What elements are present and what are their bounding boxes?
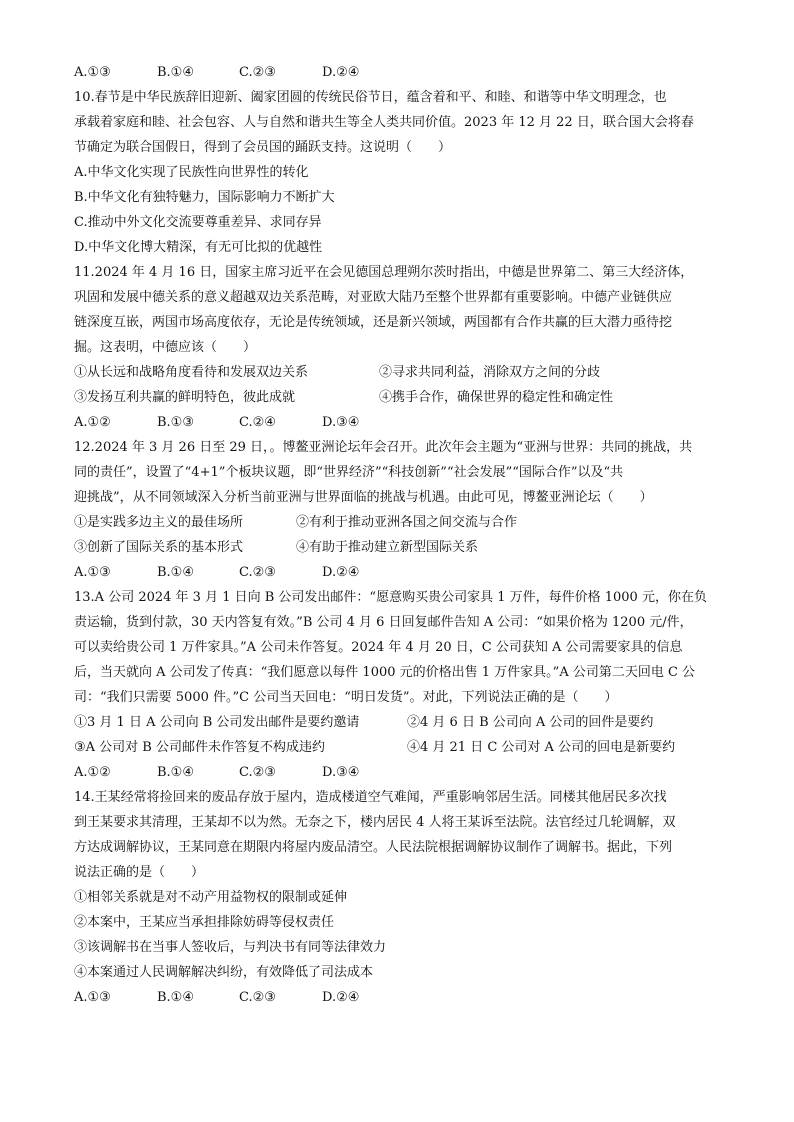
q12-stem-line: 同的责任”，设置了“4+1”个板块议题，即“世界经济”“科技创新”“社会发展”“国际合作”以及“共	[74, 465, 624, 480]
q12-option-d[interactable]: D.②④	[322, 565, 360, 580]
q14-stem-line: 方达成调解协议，王某同意在期限内将屋内废品清空。人民法院根据调解协议制作了调解书。据此，下列	[74, 840, 673, 855]
q13-stem-line: 可以卖给贵公司 1 万件家具。”A 公司未作答复。2024 年 4 月 20 日，C 公司获知 A 公司需要家具的信息	[74, 640, 683, 655]
q11-stem-line: 11.2024 年 4 月 16 日，国家主席习近平在会见德国总理朔尔茨时指出，中德是世界第二、第三大经济体，	[74, 265, 694, 280]
q10-choice-a[interactable]: A.中华文化实现了民族性向世界性的转化	[74, 165, 309, 180]
q12-options	[74, 565, 734, 581]
q14-option-a[interactable]: A.①③	[74, 990, 111, 1005]
q11-option-a[interactable]: A.①②	[74, 415, 111, 430]
q13-statement-1: ①3 月 1 日 A 公司向 B 公司发出邮件是要约邀请	[74, 715, 360, 730]
q14-statement-2: ②本案中，王某应当承担排除妨碍等侵权责任	[74, 915, 335, 930]
q11-stem-line: 巩固和发展中德关系的意义超越双边关系范畴，对亚欧大陆乃至整个世界都有重要影响。中德产业链供应	[74, 290, 673, 305]
q9-option-b[interactable]: B.①④	[157, 65, 194, 80]
q12-statement-2: ②有利于推动亚洲各国之间交流与合作	[296, 515, 518, 530]
q14-option-d[interactable]: D.②④	[322, 990, 360, 1005]
q14-stem-line: 说法正确的是（ ）	[74, 865, 205, 880]
q11-statement-4: ④携手合作，确保世界的稳定性和确定性	[379, 390, 614, 405]
q11-statement-row	[74, 365, 734, 381]
q12-option-b[interactable]: B.①④	[157, 565, 194, 580]
q14-stem-line: 到王某要求其清理，王某却不以为然。无奈之下，楼内居民 4 人将王某诉至法院。法官经过几轮调解，双	[74, 815, 676, 830]
q11-stem-line: 链深度互嵌，两国市场高度依存，无论是传统领域，还是新兴领域，两国都有合作共赢的巨大潜力亟待挖	[74, 315, 673, 330]
q13-statement-4: ④4 月 21 日 C 公司对 A 公司的回电是新要约	[407, 740, 676, 755]
q9-option-d[interactable]: D.②④	[322, 65, 360, 80]
q13-statement-3: ③A 公司对 B 公司邮件未作答复不构成违约	[74, 740, 325, 755]
q12-statement-3: ③创新了国际关系的基本形式	[74, 540, 244, 555]
q11-statement-row	[74, 390, 734, 406]
q12-stem-line: 迎挑战”，从不同领域深入分析当前亚洲与世界面临的挑战与机遇。由此可见，博鳌亚洲论坛（ ）	[74, 490, 653, 505]
q10-stem-line: 节确定为联合国假日，得到了会员国的踊跃支持。这说明（ ）	[74, 140, 452, 155]
q11-statement-3: ③发扬互利共赢的鲜明特色，彼此成就	[74, 390, 296, 405]
q14-statement-3: ③该调解书在当事人签收后，与判决书有同等法律效力	[74, 940, 387, 955]
q11-statement-2: ②寻求共同利益，消除双方之间的分歧	[379, 365, 601, 380]
q13-option-d[interactable]: D.③④	[322, 765, 360, 780]
q13-option-a[interactable]: A.①②	[74, 765, 111, 780]
q11-option-b[interactable]: B.①③	[157, 415, 194, 430]
q14-statement-1: ①相邻关系就是对不动产用益物权的限制或延伸	[74, 890, 348, 905]
q13-stem-line: 司：“我们只需要 5000 件。”C 公司当天回电：“明日发货”。对此，下列说法正确的是（ ）	[74, 690, 618, 705]
q9-option-c[interactable]: C.②③	[239, 65, 276, 80]
q11-options	[74, 415, 734, 431]
q12-option-c[interactable]: C.②③	[239, 565, 276, 580]
q13-option-b[interactable]: B.①④	[157, 765, 194, 780]
q13-stem-line: 后，当天就向 A 公司发了传真：“我们愿意以每件 1000 元的价格出售 1 万件家具。”A 公司第二天回电 C 公	[74, 665, 696, 680]
q14-stem-line: 14.王某经常将捡回来的废品存放于屋内，造成楼道空气难闻，严重影响邻居生活。同楼其他居民多次找	[74, 790, 667, 805]
q14-options	[74, 990, 734, 1006]
q11-stem-line: 掘。这表明，中德应该（ ）	[74, 340, 257, 355]
q10-choice-c[interactable]: C.推动中外文化交流要尊重差异、求同存异	[74, 215, 322, 230]
q11-option-c[interactable]: C.②④	[239, 415, 276, 430]
q12-statement-4: ④有助于推动建立新型国际关系	[296, 540, 479, 555]
q14-statement-4: ④本案通过人民调解解决纠纷，有效降低了司法成本	[74, 965, 374, 980]
q10-choice-b[interactable]: B.中华文化有独特魅力，国际影响力不断扩大	[74, 190, 335, 205]
q12-statement-1: ①是实践多边主义的最佳场所	[74, 515, 244, 530]
q11-option-d[interactable]: D.③④	[322, 415, 360, 430]
q10-stem-line: 承载着家庭和睦、社会包容、人与自然和谐共生等全人类共同价值。2023 年 12 月 22 日，联合国大会将春	[74, 115, 694, 130]
q10-stem-line: 10.春节是中华民族辞旧迎新、阖家团圆的传统民俗节日，蕴含着和平、和睦、和谐等中华文明理念，也	[74, 90, 667, 105]
q12-statement-row	[74, 540, 734, 556]
q13-option-c[interactable]: C.②③	[239, 765, 276, 780]
q10-choice-d[interactable]: D.中华文化博大精深，有无可比拟的优越性	[74, 240, 323, 255]
q13-statement-row	[74, 740, 734, 756]
q14-option-b[interactable]: B.①④	[157, 990, 194, 1005]
q9-options	[74, 65, 734, 81]
q13-stem-line: 责运输，货到付款，30 天内答复有效。”B 公司 4 月 6 日回复邮件告知 A 公司：“如果价格为 1200 元/件，	[74, 615, 693, 630]
q9-option-a[interactable]: A.①③	[74, 65, 111, 80]
q13-statement-row	[74, 715, 734, 731]
q12-stem-line: 12.2024 年 3 月 26 日至 29 日，。博鳌亚洲论坛年会召开。此次年会主题为“亚洲与世界：共同的挑战，共	[74, 440, 693, 455]
q13-statement-2: ②4 月 6 日 B 公司向 A 公司的回件是要约	[407, 715, 654, 730]
q14-option-c[interactable]: C.②③	[239, 990, 276, 1005]
q11-statement-1: ①从长远和战略角度看待和发展双边关系	[74, 365, 309, 380]
q12-option-a[interactable]: A.①③	[74, 565, 111, 580]
q12-statement-row	[74, 515, 734, 531]
q13-stem-line: 13.A 公司 2024 年 3 月 1 日向 B 公司发出邮件：“愿意购买贵公司家具 1 万件，每件价格 1000 元，你在负	[74, 590, 707, 605]
q13-options	[74, 765, 734, 781]
